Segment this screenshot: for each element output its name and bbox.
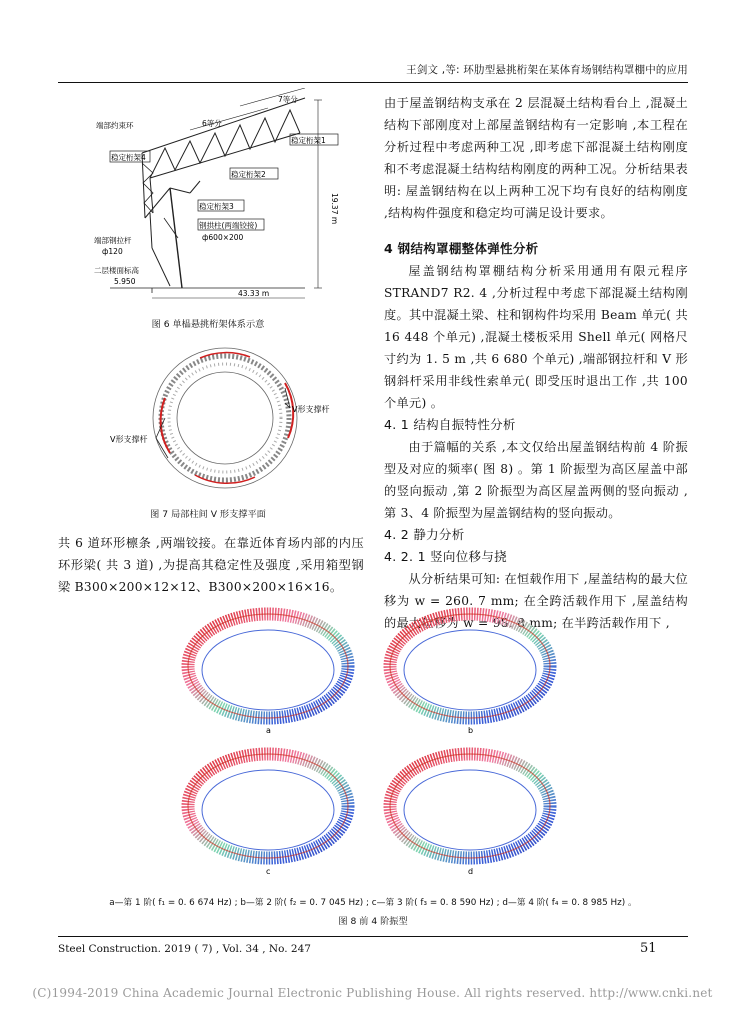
section-4-1-heading: 4. 1 结构自振特性分析 bbox=[384, 417, 516, 432]
label-stab-truss1: 稳定桁架1 bbox=[291, 136, 326, 145]
section-4-2-heading: 4. 2 静力分析 bbox=[384, 527, 465, 542]
sublabel-b: b bbox=[468, 726, 474, 735]
label-stab-truss2: 稳定桁架2 bbox=[231, 170, 266, 179]
mode-shape-d bbox=[390, 754, 550, 858]
label-floor: 二层楼面标高 bbox=[94, 266, 139, 275]
paragraph-1: 由于屋盖钢结构支承在 2 层混凝土结构看台上 ,混凝土结构下部刚度对上部屋盖钢结构有一定影响 ,本工程在分析过程中考虑两种工况 ,即考虑下部混凝土结构刚度和不考虑混凝土结构结构刚度的两种工况。分析结果表明: 屋盖钢结构在以上两种工况下均有良好的结构刚度 ,结构构件强度和稳定均可满足设计要求。 bbox=[384, 96, 688, 220]
section-4-2-1-heading: 4. 2. 1 竖向位移与挠 bbox=[384, 549, 507, 564]
figure-8-legend: a—第 1 阶( f₁ = 0. 6 674 Hz) ; b—第 2 阶( f₂ = 0. 7 045 Hz) ; c—第 3 阶( f₃ = 0. 8 590 Hz) ; d—第 4 阶( f₄ = 0. 8 985 Hz) 。 bbox=[109, 898, 637, 908]
figure-7-caption: 图 7 局部柱间 V 形支撑平面 bbox=[150, 509, 266, 520]
paragraph-3: 由于篇幅的关系 ,本文仅给出屋盖钢结构前 4 阶振型及对应的频率( 图 8) 。第 1 阶振型为高区屋盖中部的竖向振动 ,第 2 阶振型为高区屋盖两侧的竖向振动 ,第 3、4 阶振型为屋盖钢结构的竖向振动。 bbox=[384, 440, 688, 520]
sublabel-a: a bbox=[266, 726, 271, 735]
figure-6-caption: 图 6 单榀悬挑桁架体系示意 bbox=[151, 319, 265, 330]
label-stab-truss3: 稳定桁架3 bbox=[199, 202, 234, 211]
mode-shape-c bbox=[188, 754, 348, 858]
mode-shape-b bbox=[390, 614, 550, 718]
copyright-watermark: (C)1994-2019 China Academic Journal Electronic Publishing House. All rights reserved. http://www.cnki.net bbox=[32, 986, 713, 1000]
label-v-brace-left: V形支撑杆 bbox=[110, 435, 148, 444]
left-column-text bbox=[58, 532, 364, 598]
figure-7 bbox=[80, 343, 370, 493]
figure-8-caption: 图 8 前 4 阶振型 bbox=[338, 916, 408, 927]
figure-7-drawing bbox=[80, 343, 370, 493]
sublabel-c: c bbox=[266, 867, 271, 876]
figure-6 bbox=[90, 88, 360, 303]
figure-8-drawing bbox=[180, 606, 560, 886]
label-div6: 6等分 bbox=[202, 119, 222, 128]
header-rule bbox=[58, 82, 688, 83]
label-ring-beam: 端部约束环 bbox=[96, 121, 134, 130]
label-tie-rod: 端部钢拉杆 bbox=[94, 236, 132, 245]
figure-6-drawing bbox=[90, 88, 360, 303]
mode-shape-a bbox=[188, 614, 348, 718]
label-stab-truss4: 稳定桁架4 bbox=[111, 153, 146, 162]
figure-8 bbox=[180, 606, 560, 886]
label-v-brace-right: V形支撑杆 bbox=[292, 405, 330, 414]
label-column-size: ф600×200 bbox=[202, 233, 244, 242]
journal-info: Steel Construction. 2019 ( 7) , Vol. 34 , No. 247 bbox=[58, 943, 311, 955]
page-number: 51 bbox=[640, 941, 657, 956]
left-paragraph: 共 6 道环形檩条 ,两端铰接。在靠近体育场内部的内压环形梁( 共 3 道) ,为提高其稳定性及强度 ,采用箱型钢梁 B300×200×12×12、B300×200×16×16。 bbox=[58, 536, 364, 594]
label-div7: 7等分 bbox=[278, 95, 298, 104]
footer-rule bbox=[58, 936, 688, 937]
label-floor-elev: 5.950 bbox=[114, 277, 136, 286]
paragraph-2: 屋盖钢结构罩棚结构分析采用通用有限元程序 STRAND7 R2. 4 ,分析过程中考虑下部混凝土结构刚度。其中混凝土梁、柱和钢构件均采用 Beam 单元( 共 16 448 个单元) ,混凝土楼板采用 Shell 单元( 网格尺寸约为 1. 5 m ,共 6 680 个单元) ,端部钢拉杆和 V 形钢斜杆采用非线性索单元( 即受压时退出工作 ,共 100 个单元) 。 bbox=[384, 264, 688, 410]
sublabel-d: d bbox=[468, 867, 474, 876]
label-column: 钢拱柱(两端铰接) bbox=[199, 221, 258, 230]
right-column bbox=[384, 92, 688, 634]
label-tie-size: ф120 bbox=[102, 247, 123, 256]
paragraph-4: 从分析结果可知: 在恒载作用下 ,屋盖结构的最大位移为 w = 260. 7 mm; 在全跨活载作用下 ,屋盖结构的最大位移为 w = 98. 8 mm; 在半跨活载作用下 , bbox=[384, 572, 688, 630]
label-span: 43.33 m bbox=[238, 289, 270, 298]
label-height: 19.37 m bbox=[330, 193, 339, 225]
section-4-heading: 4 钢结构罩棚整体弹性分析 bbox=[384, 241, 539, 256]
running-title: 王剑文 ,等: 环肋型悬挑桁架在某体育场钢结构罩棚中的应用 bbox=[406, 64, 688, 76]
